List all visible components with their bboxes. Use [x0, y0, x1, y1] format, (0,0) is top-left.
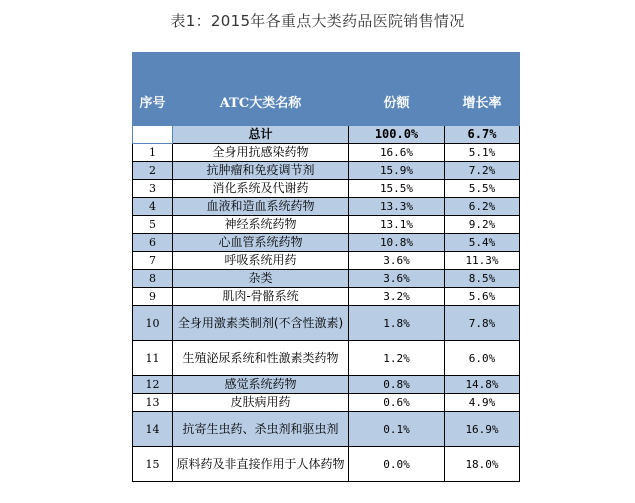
row-share: 0.8% [349, 376, 445, 394]
row-growth: 18.0% [445, 447, 520, 482]
row-name: 原料药及非直接作用于人体药物 [173, 447, 349, 482]
row-share: 15.5% [349, 180, 445, 198]
row-number: 7 [133, 252, 173, 270]
row-growth: 9.2% [445, 216, 520, 234]
row-share: 3.6% [349, 252, 445, 270]
row-share: 3.2% [349, 288, 445, 306]
row-name: 生殖泌尿系统和性激素类药物 [173, 341, 349, 376]
table-row [133, 447, 520, 482]
row-number: 5 [133, 216, 173, 234]
row-growth: 6.2% [445, 198, 520, 216]
row-name: 肌肉-骨骼系统 [173, 288, 349, 306]
table-row [133, 412, 520, 447]
row-growth: 16.9% [445, 412, 520, 447]
row-name: 心血管系统药物 [173, 234, 349, 252]
total-growth: 6.7% [445, 126, 520, 144]
row-number: 15 [133, 447, 173, 482]
row-growth: 5.1% [445, 144, 520, 162]
table-caption: 表1：2015年各重点大类药品医院销售情况 [170, 12, 465, 30]
row-number: 9 [133, 288, 173, 306]
row-share: 1.8% [349, 306, 445, 341]
row-share: 3.6% [349, 270, 445, 288]
row-growth: 5.4% [445, 234, 520, 252]
row-name: 皮肤病用药 [173, 394, 349, 412]
row-name: 抗肿瘤和免疫调节剂 [173, 162, 349, 180]
table-row [133, 144, 520, 162]
row-growth: 4.9% [445, 394, 520, 412]
row-name: 杂类 [173, 270, 349, 288]
row-number: 8 [133, 270, 173, 288]
row-growth: 11.3% [445, 252, 520, 270]
header-name: ATC大类名称 [173, 53, 349, 126]
table-row [133, 394, 520, 412]
header-share: 份额 [349, 53, 445, 126]
total-row [133, 126, 520, 144]
header-no: 序号 [133, 53, 173, 126]
row-share: 16.6% [349, 144, 445, 162]
table-row [133, 234, 520, 252]
row-number: 10 [133, 306, 173, 341]
row-growth: 6.0% [445, 341, 520, 376]
row-name: 神经系统药物 [173, 216, 349, 234]
row-growth: 14.8% [445, 376, 520, 394]
row-name: 感觉系统药物 [173, 376, 349, 394]
row-number: 4 [133, 198, 173, 216]
row-share: 15.9% [349, 162, 445, 180]
row-number: 1 [133, 144, 173, 162]
row-share: 13.3% [349, 198, 445, 216]
row-growth: 8.5% [445, 270, 520, 288]
row-share: 13.1% [349, 216, 445, 234]
drug-sales-table [132, 52, 520, 482]
total-share: 100.0% [349, 126, 445, 144]
table-row [133, 216, 520, 234]
row-name: 血液和造血系统药物 [173, 198, 349, 216]
row-number: 6 [133, 234, 173, 252]
row-name: 全身用激素类制剂(不含性激素) [173, 306, 349, 341]
table-row [133, 180, 520, 198]
row-number: 2 [133, 162, 173, 180]
row-number: 13 [133, 394, 173, 412]
table-row [133, 288, 520, 306]
table-row [133, 306, 520, 341]
table-row [133, 341, 520, 376]
row-name: 全身用抗感染药物 [173, 144, 349, 162]
row-growth: 7.2% [445, 162, 520, 180]
row-share: 0.0% [349, 447, 445, 482]
table-row [133, 270, 520, 288]
total-label: 总计 [173, 126, 349, 144]
header-growth: 增长率 [445, 53, 520, 126]
row-name: 抗寄生虫药、杀虫剂和驱虫剂 [173, 412, 349, 447]
row-share: 1.2% [349, 341, 445, 376]
row-share: 0.1% [349, 412, 445, 447]
row-name: 呼吸系统用药 [173, 252, 349, 270]
table-row [133, 376, 520, 394]
row-growth: 5.6% [445, 288, 520, 306]
row-growth: 5.5% [445, 180, 520, 198]
total-empty-cell [133, 126, 173, 144]
table-row [133, 252, 520, 270]
row-number: 12 [133, 376, 173, 394]
header-row [133, 53, 520, 126]
row-number: 14 [133, 412, 173, 447]
table-row [133, 198, 520, 216]
row-growth: 7.8% [445, 306, 520, 341]
row-number: 11 [133, 341, 173, 376]
row-name: 消化系统及代谢药 [173, 180, 349, 198]
row-number: 3 [133, 180, 173, 198]
row-share: 0.6% [349, 394, 445, 412]
table-row [133, 162, 520, 180]
row-share: 10.8% [349, 234, 445, 252]
